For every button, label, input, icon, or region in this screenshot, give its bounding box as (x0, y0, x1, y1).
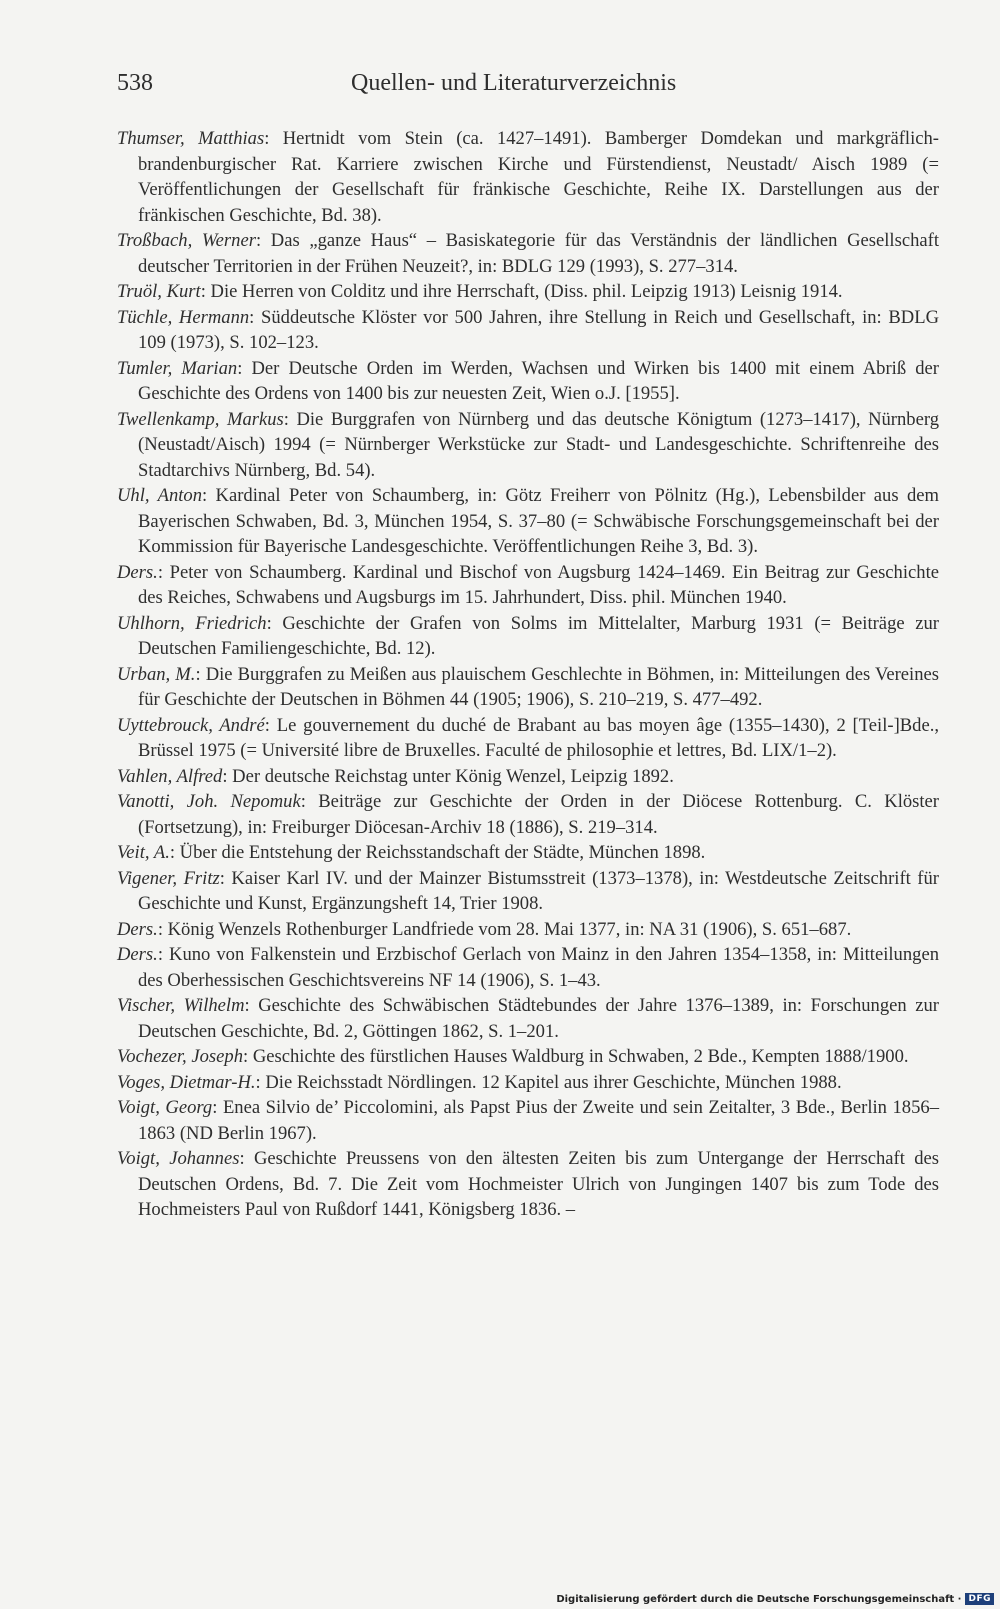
entry-text: Kardinal Peter von Schaumberg, in: Götz Freiherr von Pölnitz (Hg.), Lebensbilder aus dem Bayerischen Schwaben, Bd. 3, München 1954, S. 37–80 (= Schwäbische Forschungsgemeinschaft bei der Kommission für Bayerische Landesgeschichte. Veröffentlichungen Reihe 3, Bd. 3). (138, 485, 939, 557)
bibliography-entry (117, 126, 939, 228)
entry-author: Vischer, Wilhelm (117, 995, 245, 1016)
bibliography-entry (117, 917, 939, 943)
dfg-logo-icon: DFG (965, 1593, 994, 1605)
entry-separator: : (202, 485, 208, 506)
entry-text: Die Reichsstadt Nördlingen. 12 Kapitel aus ihrer Geschichte, München 1988. (260, 1071, 842, 1093)
entry-separator: : (264, 128, 270, 149)
entry-separator: : (157, 944, 163, 965)
bibliography-entry (117, 560, 939, 611)
entry-author: Uyttebrouck, André (117, 714, 265, 736)
bibliography-entry (117, 356, 939, 407)
entry-text: Der deutsche Reichstag unter König Wenzel, Leipzig 1892. (227, 765, 674, 787)
bibliography-entry (117, 789, 939, 840)
entry-separator: : (255, 1071, 261, 1093)
entry-author: Urban, M. (117, 663, 196, 685)
bibliography-entry (117, 1146, 939, 1223)
bibliography-entry (117, 840, 939, 866)
entry-separator: : (195, 663, 201, 685)
entry-author: Truöl, Kurt (117, 281, 201, 302)
bibliography-entry (117, 279, 939, 305)
bibliography-entry (117, 942, 939, 993)
entry-separator: : (222, 765, 228, 787)
entry-separator: : (169, 842, 176, 863)
running-title: Quellen- und Literaturverzeichnis (351, 70, 677, 96)
entry-separator: : (237, 357, 243, 379)
entry-separator: : (255, 230, 262, 251)
entry-separator: : (244, 995, 250, 1016)
entry-author: Ders. (117, 918, 158, 940)
entry-author: Vochezer, Joseph (117, 1046, 243, 1067)
entry-separator: : (249, 306, 255, 328)
entry-separator: : (300, 791, 306, 812)
page-header (117, 66, 939, 100)
entry-author: Troßbach, Werner (117, 230, 256, 251)
entry-author: Voges, Dietmar-H. (117, 1071, 256, 1093)
bibliography-entry (117, 407, 939, 484)
entry-author: Voigt, Johannes (117, 1148, 240, 1169)
entry-text: Die Burggrafen zu Meißen aus plauischem Geschlechte in Böhmen, in: Mitteilungen des Vereines für Geschichte der Deutschen in Böhmen 44 (1905; 1906), S. 210–219, S. 477–492. (138, 663, 939, 710)
entry-separator: : (157, 918, 163, 940)
bibliography-entry (117, 1044, 939, 1070)
entry-author: Ders. (117, 944, 158, 965)
bibliography-entry (117, 662, 939, 713)
entry-author: Twellenkamp, Markus (117, 408, 284, 430)
entry-author: Ders. (117, 561, 158, 583)
entry-author: Vigener, Fritz (117, 867, 220, 889)
entry-separator: : (266, 612, 272, 634)
entry-text: König Wenzels Rothenburger Landfriede vom 28. Mai 1377, in: NA 31 (1906), S. 651–687. (162, 918, 852, 940)
bibliography-list (117, 126, 939, 1223)
entry-text: Peter von Schaumberg. Kardinal und Bischof von Augsburg 1424–1469. Ein Beitrag zur Geschichte des Reiches, Schwabens und Augsburgs im 15. Jahrhundert, Diss. phil. München 1940. (138, 561, 939, 608)
bibliography-entry (117, 305, 939, 356)
entry-text: Beiträge zur Geschichte der Orden in der Diöcese Rottenburg. C. Klöster (Fortsetzung), in: Freiburger Diöcesan-Archiv 18 (1886), S. 219–314. (138, 791, 939, 838)
bibliography-entry (117, 713, 939, 764)
bibliography-entry (117, 483, 939, 560)
entry-separator: : (239, 1148, 245, 1169)
entry-text: Die Herren von Colditz und ihre Herrschaft, (Diss. phil. Leipzig 1913) Leisnig 1914. (205, 281, 843, 302)
entry-separator: : (157, 561, 163, 583)
entry-separator: : (243, 1046, 249, 1067)
page-number: 538 (117, 70, 153, 96)
entry-text: Hertnidt vom Stein (ca. 1427–1491). Bamberger Domdekan und markgräflich-brandenburgischer Rat. Karriere zwischen Kirche und Fürstendienst, Neustadt/ Aisch 1989 (= Veröffentlichungen der Gesellschaft für fränkische Geschichte, Reihe IX. Darstellungen aus der fränkischen Geschichte, Bd. 38). (138, 128, 939, 226)
entry-text: Über die Entstehung der Reichsstandschaft der Städte, München 1898. (175, 842, 706, 863)
entry-author: Vanotti, Joh. Nepomuk (117, 791, 301, 812)
entry-text: Geschichte Preussens von den ältesten Zeiten bis zum Untergange der Herrschaft des Deutschen Ordens, Bd. 7. Die Zeit vom Hochmeister Ulrich von Jungingen 1407 bis zum Tode des Hochmeisters Paul von Rußdorf 1441, Königsberg 1836. – (138, 1148, 939, 1220)
entry-separator: : (219, 867, 225, 889)
entry-text: Geschichte des Schwäbischen Städtebundes der Jahre 1376–1389, in: Forschungen zur Deutschen Geschichte, Bd. 2, Göttingen 1862, S. 1–201. (138, 995, 940, 1042)
entry-author: Thumser, Matthias (117, 128, 265, 149)
entry-text: Der Deutsche Orden im Werden, Wachsen und Wirken bis 1400 mit einem Abriß der Geschichte des Ordens von 1400 bis zur neuesten Zeit, Wien o.J. [1955]. (138, 357, 939, 404)
bibliography-entry (117, 611, 939, 662)
footer-credit: Digitalisierung gefördert durch die Deutsche Forschungsgemeinschaft · (556, 1593, 962, 1605)
entry-text: Das „ganze Haus“ – Basiskategorie für das Verständnis der ländlichen Gesellschaft deutscher Territorien in der Frühen Neuzeit?, in: BDLG 129 (1993), S. 277–314. (138, 230, 939, 277)
entry-separator: : (212, 1097, 218, 1118)
entry-separator: : (200, 281, 206, 302)
entry-text: Geschichte der Grafen von Solms im Mittelalter, Marburg 1931 (= Beiträge zur Deutschen Familiengeschichte, Bd. 12). (138, 612, 939, 659)
bibliography-entry (117, 866, 939, 917)
entry-author: Uhlhorn, Friedrich (117, 612, 267, 634)
footer (556, 1593, 994, 1605)
entry-text: Die Burggrafen von Nürnberg und das deutsche Königtum (1273–1417), Nürnberg (Neustadt/Aisch) 1994 (= Nürnberger Werkstücke zur Stadt- und Landesgeschichte. Schriftenreihe des Stadtarchivs Nürnberg, Bd. 54). (138, 408, 939, 481)
bibliography-entry (117, 1095, 939, 1146)
entry-author: Voigt, Georg (117, 1097, 213, 1118)
entry-text: Le gouvernement du duché de Brabant au bas moyen âge (1355–1430), 2 [Teil-]Bde., Brüssel 1975 (= Université libre de Bruxelles. Faculté de philosophie et lettres, Bd. LIX/1–2). (138, 714, 940, 761)
bibliography-entry (117, 228, 939, 279)
bibliography-entry (117, 1070, 939, 1096)
entry-separator: : (264, 714, 270, 736)
entry-author: Vahlen, Alfred (117, 765, 223, 787)
entry-text: Süddeutsche Klöster vor 500 Jahren, ihre Stellung in Reich und Gesellschaft, in: BDLG 109 (1973), S. 102–123. (138, 306, 939, 353)
bibliography-entry (117, 764, 939, 790)
entry-author: Uhl, Anton (117, 485, 202, 506)
entry-author: Veit, A. (117, 842, 170, 863)
entry-author: Tüchle, Hermann (117, 306, 250, 328)
entry-separator: : (283, 408, 289, 430)
entry-text: Enea Silvio de’ Piccolomini, als Papst Pius der Zweite und sein Zeitalter, 3 Bde., Berlin 1856–1863 (ND Berlin 1967). (138, 1097, 939, 1144)
entry-author: Tumler, Marian (117, 357, 238, 379)
entry-text: Kaiser Karl IV. und der Mainzer Bistumsstreit (1373–1378), in: Westdeutsche Zeitschrift für Geschichte und Kunst, Ergänzungsheft 14, Trier 1908. (138, 867, 939, 914)
bibliography-entry (117, 993, 939, 1044)
entry-text: Geschichte des fürstlichen Hauses Waldburg in Schwaben, 2 Bde., Kempten 1888/1900. (248, 1046, 909, 1067)
entry-text: Kuno von Falkenstein und Erzbischof Gerlach von Mainz in den Jahren 1354–1358, in: Mitteilungen des Oberhessischen Geschichtsvereins NF 14 (1906), S. 1–43. (138, 944, 939, 991)
